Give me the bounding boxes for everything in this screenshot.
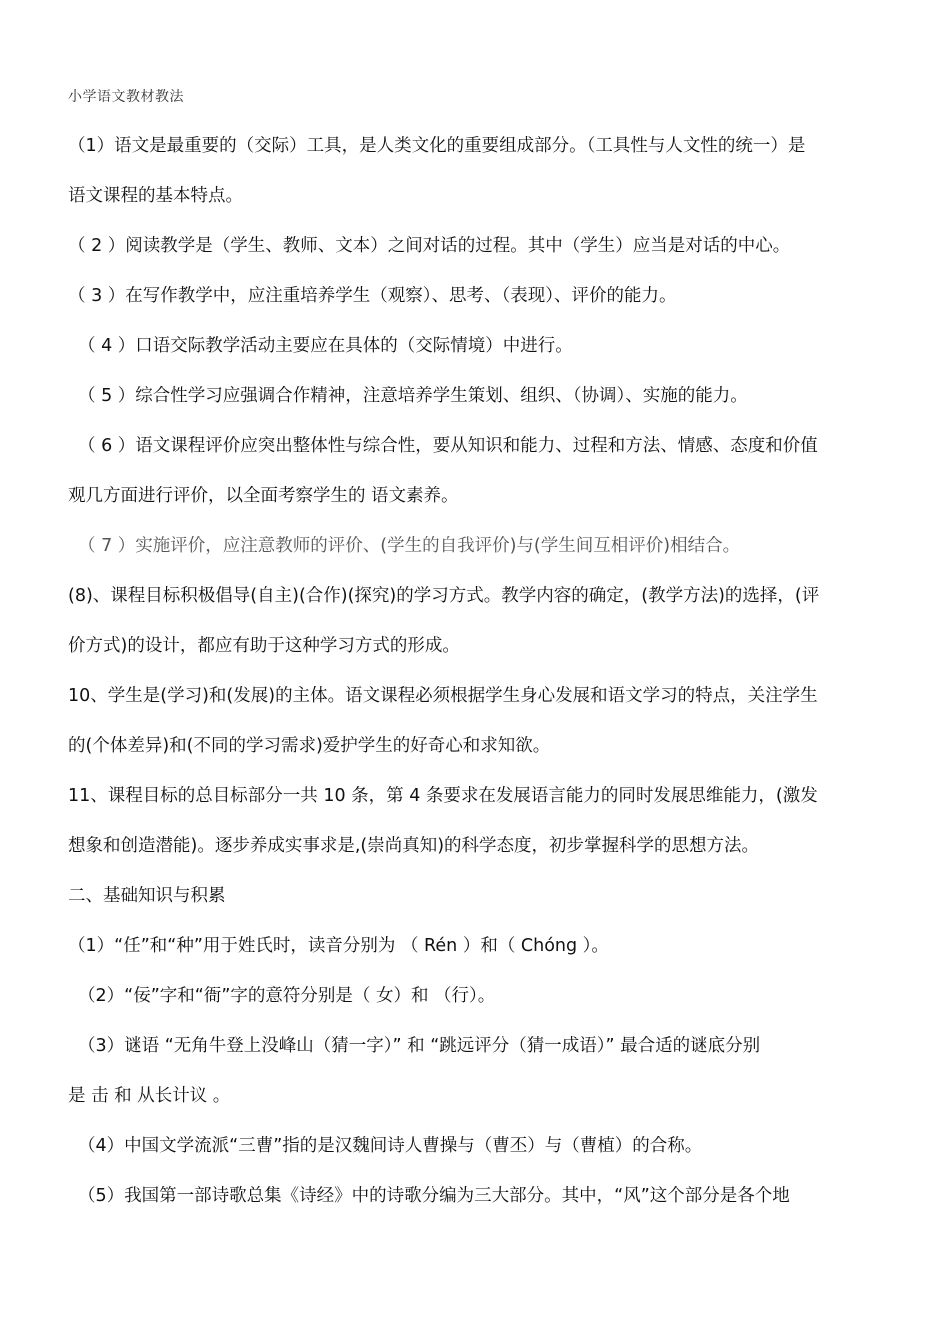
paragraph-1 [68, 121, 884, 221]
paragraph-line: 价方式)的设计，都应有助于这种学习方式的形成。 [68, 636, 460, 656]
paragraph-2 [68, 221, 884, 271]
paragraph-line: （3）谜语 “无角牛登上没峰山（猜一字）” 和 “跳远评分（猜一成语）” 最合适的谜底分别 [78, 1036, 761, 1056]
section-heading [68, 871, 884, 921]
paragraph-6 [68, 421, 884, 521]
paragraph-line: （ 3 ）在写作教学中，应注重培养学生（观察）、思考、（表现）、评价的能力。 [68, 286, 677, 306]
basic-item-2 [78, 971, 884, 1021]
section-heading-text: 二、基础知识与积累 [68, 886, 226, 906]
paragraph-line: 10、学生是(学习)和(发展)的主体。语文课程必须根据学生身心发展和语文学习的特点，关注学生 [68, 686, 818, 706]
paragraph-line: （ 2 ）阅读教学是（学生、教师、文本）之间对话的过程。其中（学生）应当是对话的中心。 [68, 236, 791, 256]
basic-item-4 [78, 1121, 884, 1171]
basic-item-1 [68, 921, 884, 971]
paragraph-4 [78, 321, 884, 371]
paragraph-10 [68, 671, 884, 771]
paragraph-line: 语文课程的基本特点。 [68, 186, 243, 206]
paragraph-line: (8)、课程目标积极倡导(自主)(合作)(探究)的学习方式。教学内容的确定，(教学方法)的选择，(评 [68, 586, 820, 606]
paragraph-line: 11、课程目标的总目标部分一共 10 条，第 4 条要求在发展语言能力的同时发展思维能力，(激发 [68, 786, 818, 806]
paragraph-line: （ 5 ）综合性学习应强调合作精神，注意培养学生策划、组织、（协调）、实施的能力。 [78, 386, 748, 406]
paragraph-3 [68, 271, 884, 321]
paragraph-line: （ 7 ）实施评价，应注意教师的评价、(学生的自我评价)与(学生间互相评价)相结合。 [78, 536, 741, 556]
basic-item-5 [78, 1171, 884, 1221]
paragraph-line: （1）“任”和“种”用于姓氏时，读音分别为 （ Rén ）和（ Chóng ）。 [68, 936, 609, 956]
paragraph-line: （1）语文是最重要的（交际）工具，是人类文化的重要组成部分。（工具性与人文性的统一）是 [68, 136, 806, 156]
paragraph-11 [68, 771, 884, 871]
paragraph-7 [78, 521, 884, 571]
paragraph-line: （4）中国文学流派“三曹”指的是汉魏间诗人曹操与（曹丕）与（曹植）的合称。 [78, 1136, 703, 1156]
paragraph-line: 想象和创造潜能)。逐步养成实事求是,(崇尚真知)的科学态度，初步掌握科学的思想方法。 [68, 836, 760, 856]
paragraph-line: 观几方面进行评价，以全面考察学生的 语文素养。 [68, 486, 459, 506]
paragraph-line: （ 4 ）口语交际教学活动主要应在具体的（交际情境）中进行。 [78, 336, 573, 356]
basic-item-3 [68, 1021, 884, 1121]
page-header: 小学语文教材教法 [68, 89, 184, 105]
paragraph-line: 的(个体差异)和(不同的学习需求)爱护学生的好奇心和求知欲。 [68, 736, 551, 756]
paragraph-line: （2）“佞”字和“衙”字的意符分别是（ 女）和 （行）。 [78, 986, 496, 1006]
paragraph-line: （ 6 ）语文课程评价应突出整体性与综合性，要从知识和能力、过程和方法、情感、态度和价值 [78, 436, 818, 456]
paragraph-line: 是 击 和 从长计议 。 [68, 1086, 231, 1106]
paragraph-8 [68, 571, 884, 671]
paragraph-5 [78, 371, 884, 421]
paragraph-line: （5）我国第一部诗歌总集《诗经》中的诗歌分编为三大部分。其中，“风”这个部分是各个地 [78, 1186, 790, 1206]
